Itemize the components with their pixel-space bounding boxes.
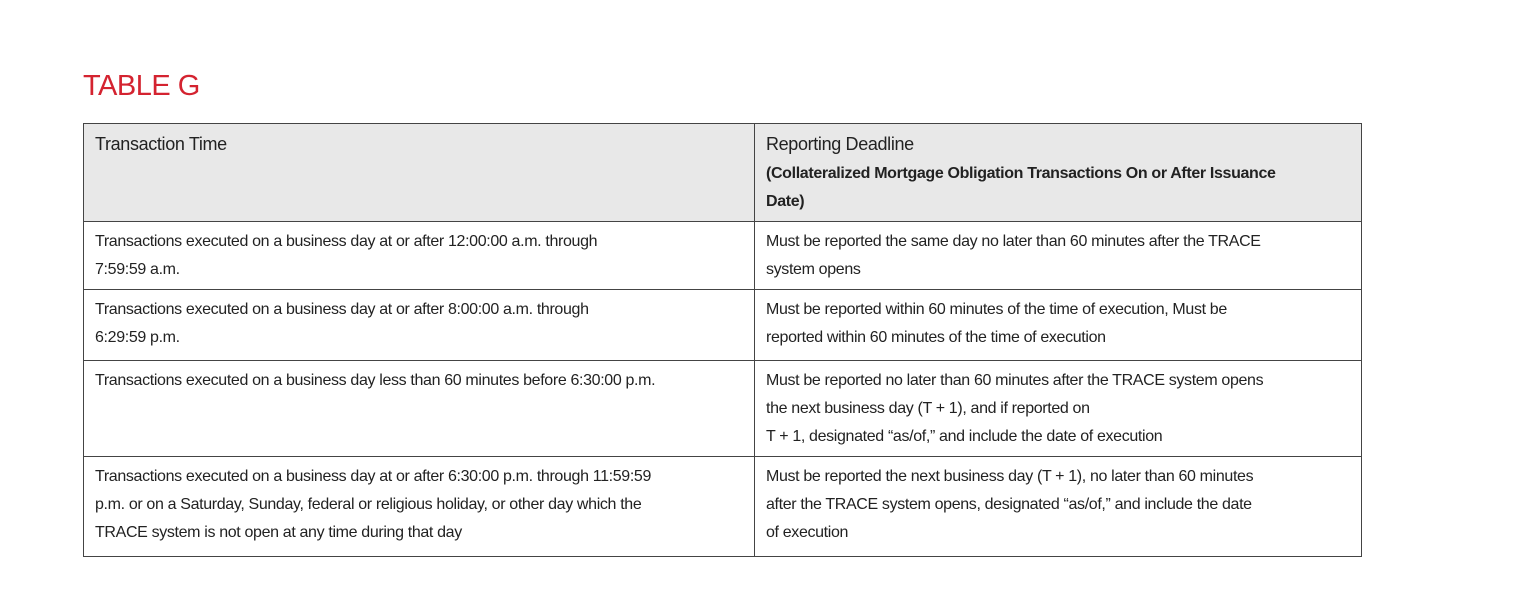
- reporting-deadline-cell: Must be reported within 60 minutes of the time of execution, Must be reported within 60 minutes of the time of execution: [755, 290, 1362, 361]
- table-row: [84, 290, 1362, 361]
- header-reporting-deadline: [755, 124, 1362, 222]
- table-row: [84, 361, 1362, 457]
- reporting-deadline-table: [83, 123, 1362, 557]
- transaction-time-cell: Transactions executed on a business day at or after 12:00:00 a.m. through 7:59:59 a.m.: [84, 222, 755, 290]
- table-header-row: [84, 124, 1362, 222]
- transaction-time-cell: Transactions executed on a business day at or after 8:00:00 a.m. through 6:29:59 p.m.: [84, 290, 755, 361]
- header-label: Reporting Deadline: [766, 134, 914, 154]
- reporting-deadline-cell: Must be reported no later than 60 minutes after the TRACE system opens the next business day (T + 1), and if reported on T + 1, designated “as/of,” and include the date of execution: [755, 361, 1362, 457]
- reporting-deadline-cell: Must be reported the next business day (T + 1), no later than 60 minutes after the TRACE system opens, designated “as/of,” and include the date of execution: [755, 457, 1362, 557]
- table-row: [84, 222, 1362, 290]
- transaction-time-cell: Transactions executed on a business day at or after 6:30:00 p.m. through 11:59:59 p.m. or on a Saturday, Sunday, federal or religious holiday, or other day which the TRACE system is not open at any time during that day: [84, 457, 755, 557]
- header-sublabel: (Collateralized Mortgage Obligation Transactions On or After Issuance Date): [766, 165, 1276, 210]
- table-title: TABLE G: [83, 70, 200, 102]
- table-row: [84, 457, 1362, 557]
- header-label: Transaction Time: [95, 134, 227, 154]
- transaction-time-cell: Transactions executed on a business day less than 60 minutes before 6:30:00 p.m.: [84, 361, 755, 457]
- reporting-deadline-cell: Must be reported the same day no later than 60 minutes after the TRACE system opens: [755, 222, 1362, 290]
- header-transaction-time: [84, 124, 755, 222]
